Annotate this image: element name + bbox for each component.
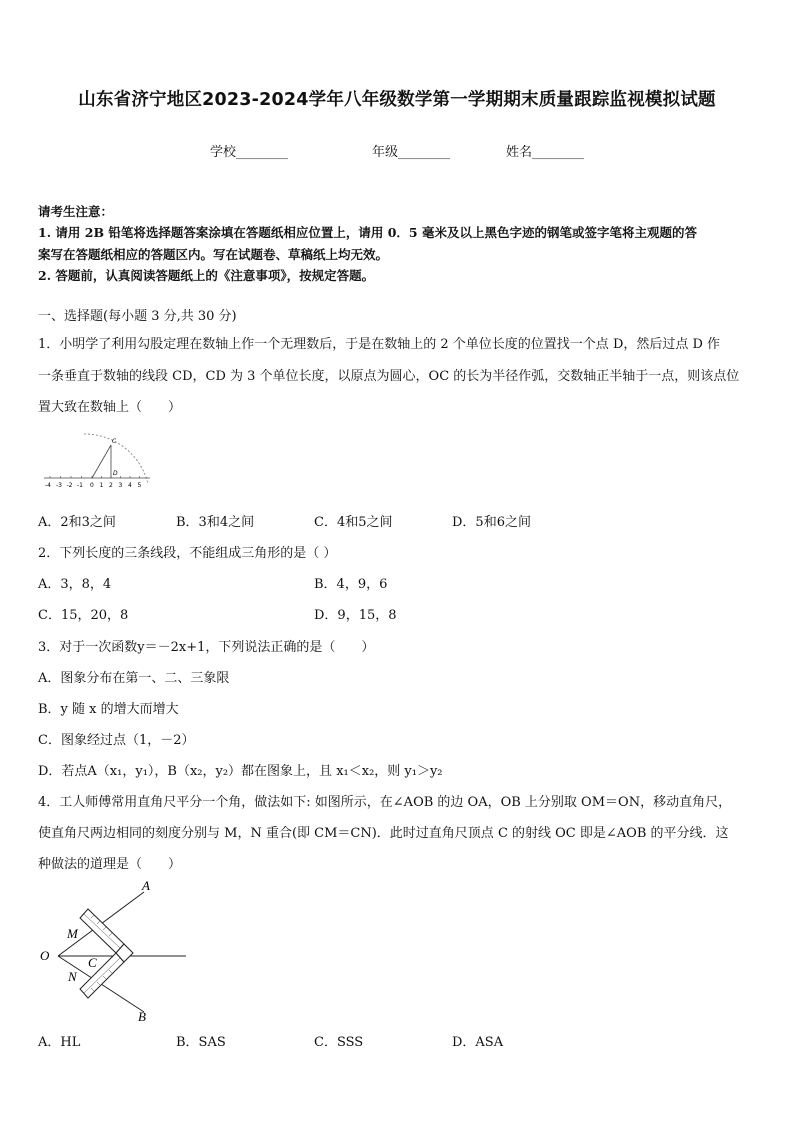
notice-line-3: 2. 答题前，认真阅读答题纸上的《注意事项》，按规定答题。 [38,268,375,283]
q2-option-b[interactable]: B．4，9，6 [314,577,388,592]
q3-option-c[interactable]: C．图象经过点（1，－2） [38,733,195,748]
q2-option-a[interactable]: A．3，8，4 [38,577,112,592]
q4-angle-bisector-figure [36,878,196,1024]
q1-label-d: D [113,470,118,477]
q4-line-2: 使直角尺两边相同的刻度分别与 M，N 重合(即 CM＝CN)．此时过直角尺顶点 C 的射线 OC 即是∠AOB 的平分线．这 [38,826,729,841]
q1-tick-label: 2 [109,482,113,489]
notice-line-1: 1. 请用 2B 铅笔将选择题答案涂填在答题纸相应位置上，请用 0．5 毫米及以上黑色字迹的钢笔或签字笔将主观题的答 [38,225,697,240]
q3-option-b[interactable]: B．y 随 x 的增大而增大 [38,702,179,717]
q4-line-3: 种做法的道理是（ ） [38,857,182,872]
q3-option-a[interactable]: A．图象分布在第一、二、三象限 [38,671,230,686]
page-title: 山东省济宁地区2023-2024学年八年级数学第一学期期末质量跟踪监视模拟试题 [78,90,716,110]
q1-line-2: 一条垂直于数轴的线段 CD，CD 为 3 个单位长度，以原点为圆心，OC 的长为半径作弧，交数轴正半轴于一点，则该点位 [38,369,740,384]
q1-tick-label: 0 [90,482,94,489]
q4-line-1: 4．工人师傅常用直角尺平分一个角，做法如下: 如图所示，在∠AOB 的边 OA，OB 上分别取 OM＝ON，移动直角尺， [38,795,732,810]
q2-option-c[interactable]: C．15，20，8 [38,608,129,623]
q4-option-b[interactable]: B．SAS [176,1035,226,1050]
q1-label-c: C [112,438,117,445]
grade-field: 年级________ [372,145,451,160]
q2-option-d[interactable]: D．9，15，8 [314,608,397,623]
q1-tick-label: 5 [137,482,142,489]
q1-tick-label: 1 [99,482,104,489]
school-field: 学校________ [210,145,289,160]
q4-option-a[interactable]: A．HL [38,1035,81,1050]
q1-option-a[interactable]: A．2和3之间 [38,515,116,530]
q1-option-d[interactable]: D．5和6之间 [452,515,531,530]
q3-option-d[interactable]: D．若点A（x₁，y₁），B（x₂，y₂）都在图象上，且 x₁＜x₂，则 y₁＞y₂ [38,764,443,779]
q1-tick-label: 3 [118,482,123,489]
q4-label-m: M [67,926,78,941]
q1-tick-label: -4 [45,482,51,489]
q4-label-o: O [40,948,50,963]
q1-option-c[interactable]: C．4和5之间 [314,515,393,530]
q1-line-3: 置大致在数轴上（ ） [38,400,182,415]
q4-option-c[interactable]: C．SSS [314,1035,364,1050]
q1-tick-label: 4 [128,482,132,489]
q1-tick-label: -3 [56,482,62,489]
q4-carpenter-square [80,909,133,998]
q4-label-a: A [142,878,150,893]
q1-line-1: 1．小明学了利用勾股定理在数轴上作一个无理数后，于是在数轴上的 2 个单位长度的位置找一个点 D，然后过点 D 作 [38,337,721,352]
q4-label-c: C [88,955,97,970]
notice-heading: 请考生注意： [38,204,114,219]
q4-label-n: N [68,969,77,984]
notice-line-2: 案写在答题纸相应的答题区内。写在试题卷、草稿纸上均无效。 [38,247,389,262]
q1-segment-oc [92,445,111,478]
q1-number-line-figure [40,428,155,492]
q1-tick-label: -1 [77,482,83,489]
q1-option-b[interactable]: B．3和4之间 [176,515,255,530]
q4-label-b: B [138,1009,146,1024]
section-heading: 一、选择题(每小题 3 分,共 30 分) [38,309,237,324]
q2-stem: 2．下列长度的三条线段，不能组成三角形的是（ ） [38,546,337,561]
q4-option-d[interactable]: D．ASA [452,1035,504,1050]
q1-tick-label: -2 [66,482,73,489]
name-field: 姓名________ [506,145,585,160]
q3-stem: 3．对于一次函数y＝－2x+1，下列说法正确的是（ ） [38,640,375,655]
